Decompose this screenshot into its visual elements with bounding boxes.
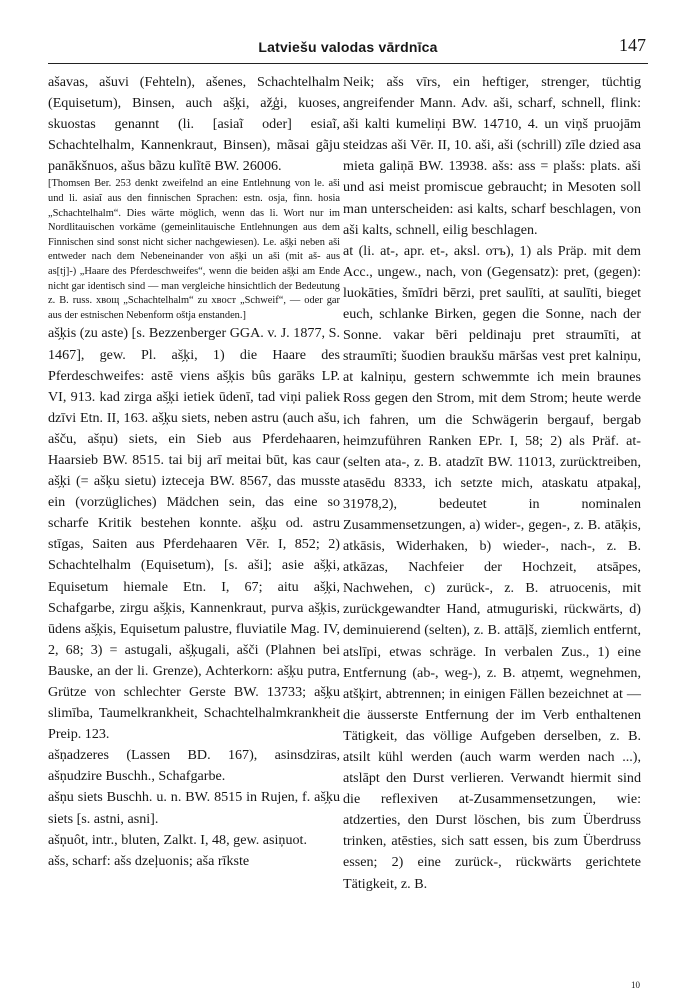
left-column [48,72,340,872]
entry-ass-continued: Neik; ašs vīrs, ein heftiger, strenger, tüchtig angreifender Mann. Adv. aši, scharf, schnell, flink: aši kalti kumeliņi BW. 14710, 4. un viņš pruojām steidzas aši Vēr. II, 10. aši, aši (schrill) zīle dzied asa mieta galiņā BW. 13938. ašs: ass = plašs: plats. aši und asi meist promiscue gebraucht; in Mesoten soll man unterscheiden: asi kalts, scharf beschlagen, von aši kalts, schnell, eilig beschlagen. [343,74,641,238]
entry-asnu-siets: ašņu siets Buschh. u. n. BW. 8515 in Rujen, f. aš̗ķu siets [s. astni, asni]. [48,789,340,827]
entry-ass: ašs, scharf: ašs dzeļuonis; aša rīkste [48,852,250,869]
signature-mark: 10 [631,980,640,990]
running-title: Latviešu valodas vārdnīca [258,39,438,55]
entry-asnuot: ašņuôt, intr., bluten, Zalkt. I, 48, gew. asiņuot. [48,831,307,848]
etymology-note: [Thomsen Ber. 253 denkt zweifelnd an eine Entlehnung von le. aši und li. asiaĩ aus den finnischen Sprachen: estn. osja, finn. hosia „Schachtelhalm“. Dies wärte möglich, wenn das li. Wort nur im Nordlitauischen vorkäme (gemeinlitauische Entlehnungen aus dem Finnischen sind sonst nicht sicher nachgewiesen). Le. aš̗ķi neben aši entweder nach dem Nebeneinander von aš̗ķi un aši (mit aš- aus as[tj]-) „Haare des Pferdeschweifes“, wenn die beiden aš̗ķi am Ende nicht gar identisch sind — man vergleiche hinsichtlich der Bedeutung z. B. russ. хвощ „Schachtelhalm“ zu хвост „Schweif“, — oder gar aus der estnischen Nebenform oštja enstanden.] [48,178,340,321]
entry-at: at (li. at-, apr. et-, aksl. отъ), 1) als Präp. mit dem Acc., ungew., nach, von (Gegensatz): pret, (gegen): luokāties, šmīdri bērzi, pret saulīti, at saulīti, bieget euch, schlanke Birken, gegen die Sonne, nach der Sonne. vakar bēri peldinaju pret straumīti, at straumīti; šuodien braukšu māršas vest pret kalniņu, at kalniņu, gestern schwemmte ich mein braunes Ross gegen den Strom, mit dem Strom; heute werde ich fahren, um die Schwägerin bergauf, bergab heimzuführen Ranken EPr. I, 58; 2) als Präf. at- (selten ata-, z. B. atadzīt BW. 11013, zurücktreiben, atasēdu 8333, ich setzte mich, ataskatu atpakaļ, 31978,2), bedeutet in nominalen Zusammensetzungen, a) wider-, gegen-, z. B. atāķis, atkāsis, Widerhaken, b) wieder-, nach-, z. B. atkāzas, Nachfeier der Hochzeit, atsāpes, Nachwehen, c) zurück-, z. B. atruocenis, mit zurückgewandter Hand, atmuguriski, rückwärts, d) deminuierend (selten), z. B. attāļš, ziemlich entfernt, atslīpi, etwas schräge. In verbalen Zus., 1) eine Entfernung (ab-, weg-), z. B. atņemt, wegnehmen, atšķirt, abtrennen; in einigen Fällen bezeichnet at — die äusserste Entfernung der im Verb enthaltenen Tätigkeit, das völlige Aufgeben derselben, z. B. atsilt kühl werden (auch warm werden nach ...), atslāpt den Durst verlieren. Verwandt hiermit sind die reflexiven at-Zusammensetzungen, wie: atdzerties, den Durst löschen, bis zum Überdruss trinken, atēsties, sich satt essen, bis zum Überdruss essen; 2) eine zurück-, rückwärts gerichtete Tätigkeit, z. B. [343,242,641,892]
entry-asnadzeres: ašņadzeres (Lassen BD. 167), asinsdziras, ašņudzire Buschh., Schafgarbe. [48,747,340,785]
page-header [48,33,648,64]
right-column [343,72,641,895]
entry-asavas: ašavas, ašuvi (Fehteln), ašenes, Schachtelhalm (Equisetum), Binsen, auch aš̗ķi, až̗ģi, kuoses, skuostas genannt (li. [asiaĩ oder] esiaĩ, Schachtelhalm, Kannenkraut, Binsen), mãsai gãju panākšnuos, ašus bãzu kulĩtē BW. 26006. [48,74,340,175]
page-number: 147 [619,35,646,55]
entry-askis: aš̗ķis (zu aste) [s. Bezzenberger GGA. v. J. 1877, S. 1467], gew. Pl. aš̗ķi, 1) die Haare des Pferdeschweifes: astē viens aš̗ķis bûs garāks LP. VI, 913. kad zirga aš̗ķi ietiek ūdenī, tad viņi paliek dzīvi Etn. II, 163. aš̗ķu siets, neben astru (auch ašu, ašču, ašņu) siets, ein Sieb aus Pferdehaaren, Haarsieb BW. 8515. tai bij arī meitai būt, kas caur aš̗ķi (= ašķu sietu) izteceja BW. 8567, das musste ein (vorzügliches) Mädchen sein, das eine so scharfe Kritik bestehen konnte. aš̗ķu od. astru stīgas, Saiten aus Pferdehaaren Vēr. I, 852; 2) Schachtelhalm (Equisetum), [s. aši]; asie aš̗ķi, Equisetum hiemale Etn. I, 67; aitu aš̗ķi, Schafgarbe, zirgu aš̗ķis, Kannenkraut, purva aš̗ķis, ūdens aš̗ķis, Equisetum palustre, fluviatile Mag. IV, 2, 68; 3) = astugali, aš̗ķugali, ašči (Plahnen bei Bauske, an der li. Grenze), Achterkorn: aš̗ķu putra, Grütze von schlechter Gerste BW. 13733; aš̗ķu slimība, Taumelkrankheit, Schachtelhalmkrankheit Preip. 123. [48,325,340,743]
